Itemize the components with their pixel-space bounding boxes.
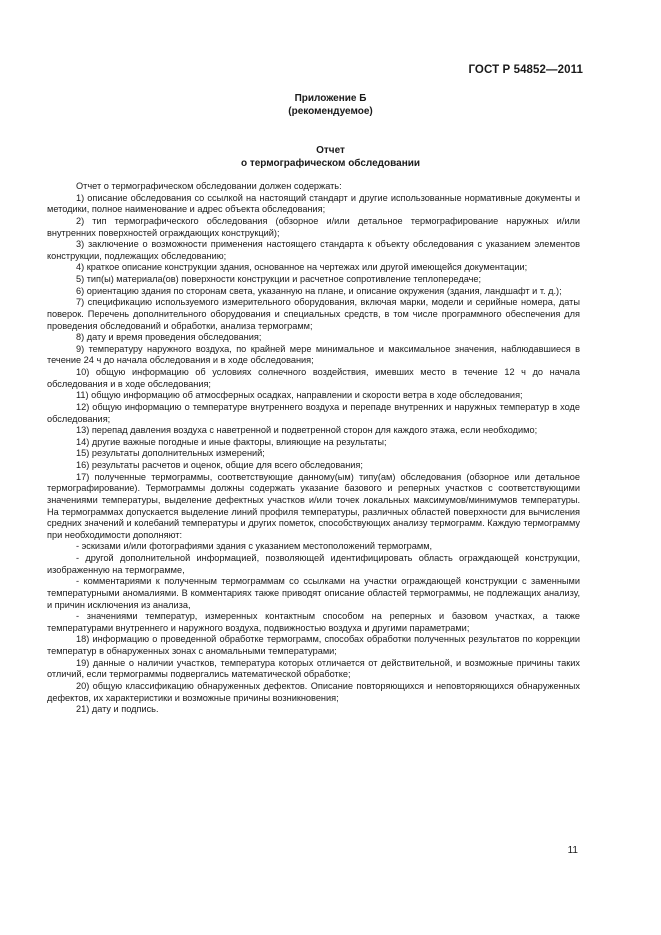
paragraph: 9) температуру наружного воздуха, по крайней мере минимальное и максимальное значения, наблюдавшиеся в течение 24 ч до начала обследования и в ходе обследования; [47,343,580,366]
page-number: 11 [567,845,578,856]
paragraph: 21) дату и подпись. [76,704,159,715]
paragraph: 13) перепад давления воздуха с наветренной и подветренной сторон для каждого этажа, если необходимо; [76,425,538,436]
paragraph: 12) общую информацию о температуре внутреннего воздуха и перепаде внутренних и наружных температур в ходе обследования; [47,401,580,424]
paragraph: 8) дату и время проведения обследования; [76,332,262,343]
paragraph: 5) тип(ы) материала(ов) поверхности конструкции и расчетное сопротивление теплопередаче; [76,274,482,284]
paragraph: 1) описание обследования со ссылкой на настоящий стандарт и другие использованные нормативные документы и методики, полное наименование и адрес объекта обследования; [47,192,580,215]
paragraph: 6) ориентацию здания по сторонам света, указанную на плане, и описание окружения (здания, ландшафт и т. д.); [76,285,562,296]
paragraph: 7) спецификацию используемого измерительного оборудования, включая марки, модели и серийные номера, даты поверок. Перечень дополнительного оборудования и специальных средств, в том числе программного обеспечения для проведения обследований и обработки, анализа термограмм; [47,297,580,331]
paragraph: 11) общую информацию об атмосферных осадках, направлении и скорости ветра в ходе обследования; [76,390,523,401]
paragraph: 18) информацию о проведенной обработке термограмм, способах обработки полученных результатов по коррекции температур в обнаруженных зонах с аномальными температурами; [47,634,580,656]
paragraph: - значениями температур, измеренных контактным способом на реперных и базовом участках, а также температурами внутреннего и наружного воздуха, подвижностью воздуха и другими параметрами; [47,611,580,633]
paragraph: Отчет о термографическом обследовании должен содержать: [76,181,342,191]
paragraph: 3) заключение о возможности применения настоящего стандарта к объекту обследования с указанием элементов конструкции, подлежащих обследованию; [47,239,580,261]
paragraph: - комментариями к полученным термограммам со ссылками на участки ограждающей конструкции с заменными температурными аномалиями. В комментариях также приводят описание областей термограммы, не подлежащих анализу, и причин исключения из анализа, [47,576,580,610]
report-title-line2: о термографическом обследовании [240,158,421,169]
document-code: ГОСТ Р 54852—2011 [468,64,583,76]
paragraph: 20) общую классификацию обнаруженных дефектов. Описание повторяющихся и неповторяющихся обнаруженных дефектов, их характеристики и возможные причины возникновения; [47,680,580,703]
paragraph: - другой дополнительной информацией, позволяющей идентифицировать область ограждающей конструкции, изображенную на термограмме, [47,553,580,575]
report-title [0,144,661,170]
report-body [47,181,580,716]
paragraph: 4) краткое описание конструкции здания, основанное на чертежах или другой имеющейся документации; [76,262,528,273]
paragraph: 14) другие важные погодные и иные факторы, влияющие на результаты; [76,436,387,447]
paragraph: 17) полученные термограммы, соответствующие данному(ым) типу(ам) обследования (обзорное или детальное термографирование). Термограммы должны содержать указание базового и реперных участков с соответствующими значениями температуры, выделение дефектных участков и/или точек локальных максимумов/минимумов температуры. На термограммах допускается выделение линий профиля температуры, различных областей поверхности для вычисления средних значений и колебаний температуры и других пометок, способствующих анализу термограмм. Каждую термограмму при необходимости дополняют: [47,471,580,540]
paragraph: 15) результаты дополнительных измерений; [76,448,265,459]
annex-title: Приложение Б [294,93,367,104]
paragraph: - эскизами и/или фотографиями здания с указанием местоположений термограмм, [76,541,433,552]
paragraph: 2) тип термографического обследования (обзорное и/или детальное термографирование наружных и/или внутренних поверхностей ограждающих конструкций); [47,215,580,238]
annex-heading [0,92,661,118]
annex-note: (рекомендуемое) [288,106,373,117]
paragraph: 16) результаты расчетов и оценок, общие для всего обследования; [76,460,363,470]
paragraph: 10) общую информацию об условиях солнечного воздействия, имевших место в течение 12 ч до начала обследования и в ходе обследования; [47,367,580,389]
report-title-line1: Отчет [316,145,345,156]
paragraph: 19) данные о наличии участков, температура которых отличается от действительной, и возможные причины таких отличий, если термограммы подвергались математической обработке; [47,657,580,680]
